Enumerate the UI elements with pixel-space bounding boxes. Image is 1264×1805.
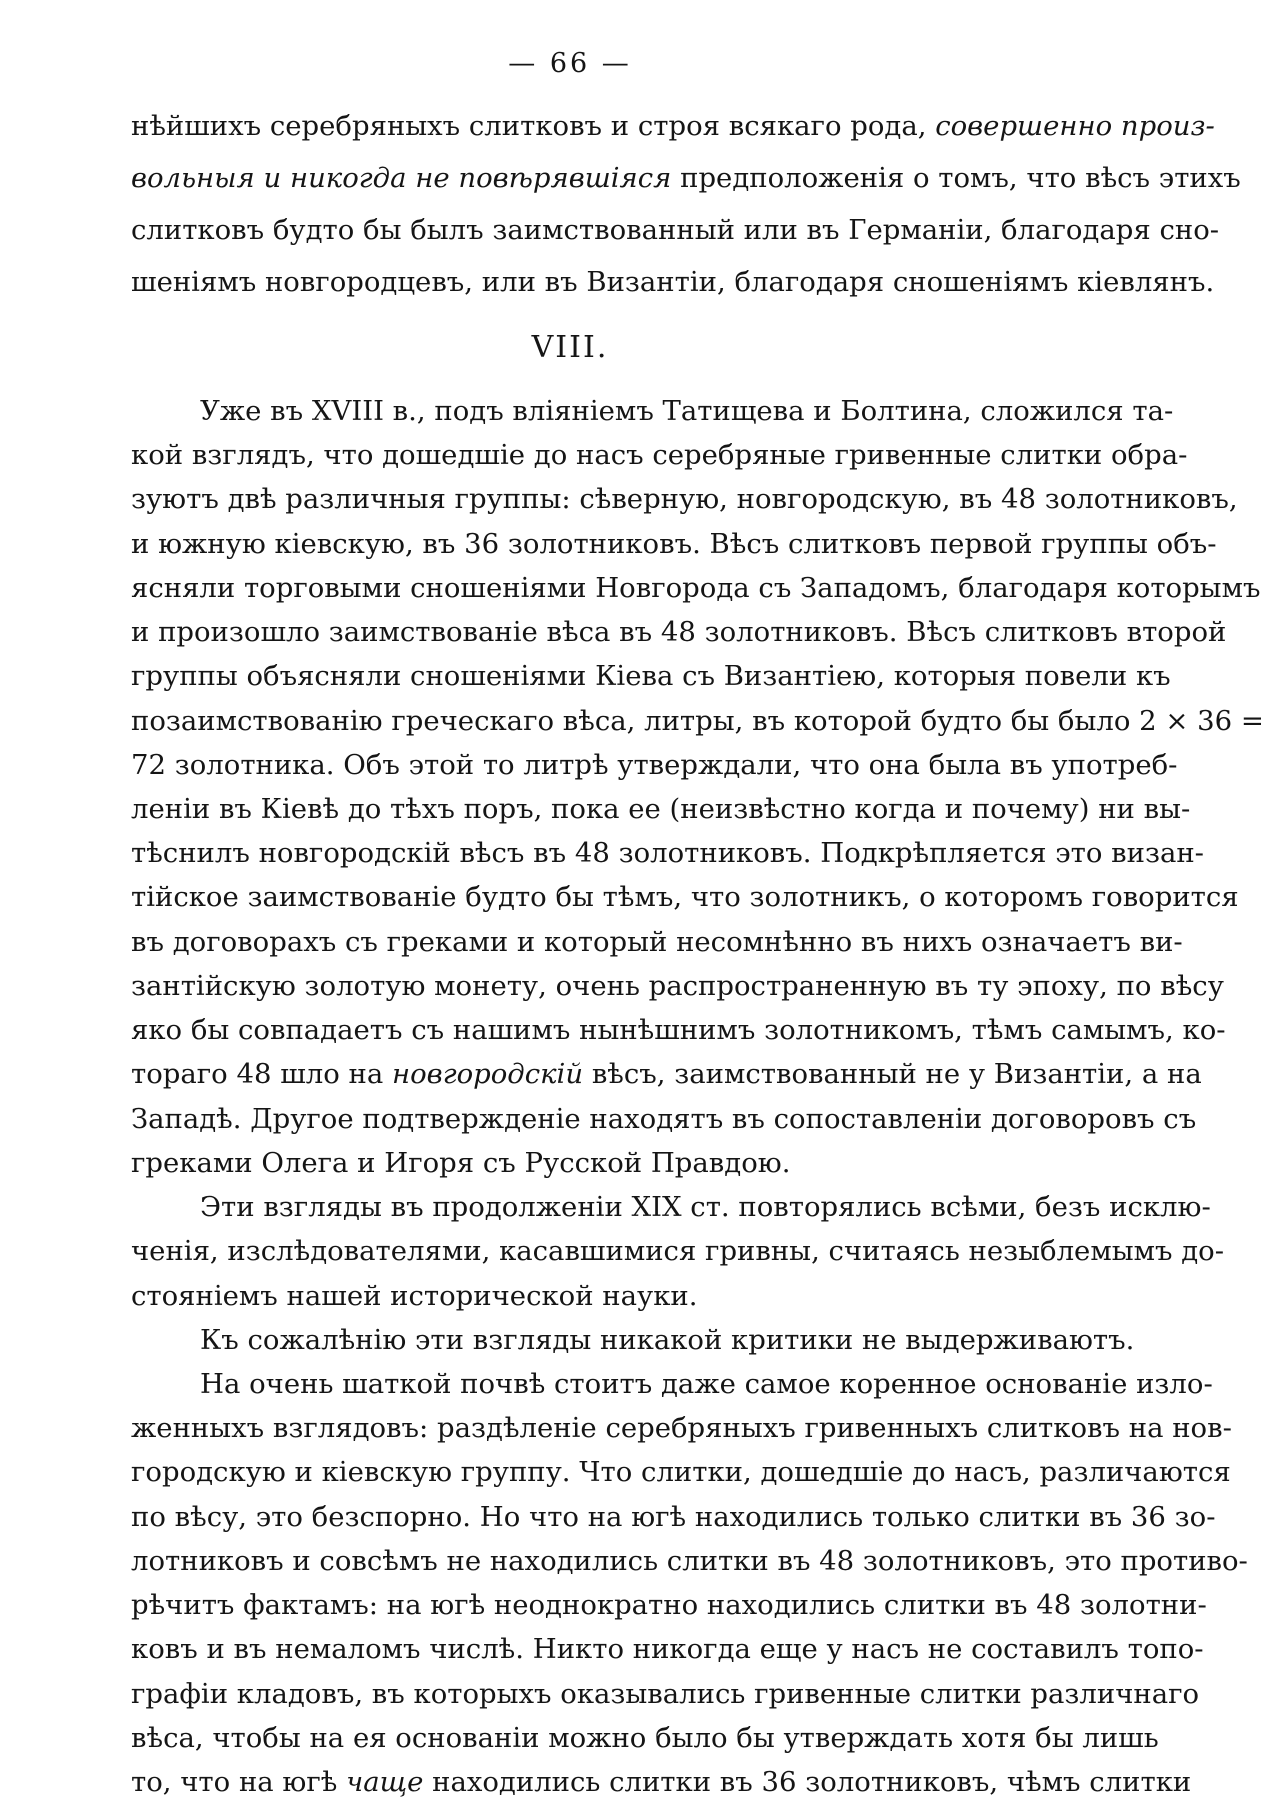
text-line: тійское заимствованіе будто бы тѣмъ, что золотникъ, о которомъ говорится [131,881,1239,913]
italic-phrase: чаще [346,1766,424,1798]
text-line: графіи кладовъ, въ которыхъ оказывались гривенные слитки различнаго [131,1678,1200,1710]
text-line: леніи въ Кіевѣ до тѣхъ поръ, пока ее (неизвѣстно когда и почему) ни вы- [131,793,1191,825]
italic-phrase: вольныя и никогда не повѣрявшіяся [131,162,672,194]
text-line: вѣса, чтобы на ея основаніи можно было бы утверждать хотя бы лишь [131,1722,1159,1754]
text-line: ченія, изслѣдователями, касавшимися гривны, считаясь незыблемымъ до- [131,1235,1225,1267]
text-line: рѣчитъ фактамъ: на югѣ неоднократно находились слитки въ 48 золотни- [131,1589,1207,1621]
page-number: — 66 — [508,48,632,79]
text-line: Западѣ. Другое подтвержденіе находятъ въ сопоставленіи договоровъ съ [131,1103,1197,1135]
text-line: Уже въ XVIII в., подъ вліяніемъ Татищева и Болтина, сложился та- [200,395,1174,427]
text-line: зуютъ двѣ различныя группы: сѣверную, новгородскую, въ 48 золотниковъ, [131,483,1238,515]
text-line: 72 золотника. Объ этой то литрѣ утверждали, что она была въ употреб- [131,749,1178,781]
text-line: въ договорахъ съ греками и который несомнѣнно въ нихъ означаетъ ви- [131,926,1183,958]
italic-phrase: совершенно произ- [935,110,1215,142]
text-line: тѣснилъ новгородскій вѣсъ въ 48 золотниковъ. Подкрѣпляется это визан- [131,837,1204,869]
text-line: вольныя и никогда не повѣрявшіяся предположенія о томъ, что вѣсъ этихъ [131,162,1241,194]
text-line: то, что на югѣ чаще находились слитки въ 36 золотниковъ, чѣмъ слитки [131,1766,1192,1798]
text-line: Къ сожалѣнію эти взгляды никакой критики не выдерживаютъ. [200,1324,1135,1356]
text-line: стояніемъ нашей исторической науки. [131,1280,698,1312]
text-line: по вѣсу, это безспорно. Но что на югѣ находились только слитки въ 36 зо- [131,1501,1216,1533]
text-line: На очень шаткой почвѣ стоитъ даже самое коренное основаніе изло- [200,1368,1213,1400]
text-line: греками Олега и Игоря съ Русской Правдою. [131,1147,791,1179]
text-line: яко бы совпадаетъ съ нашимъ нынѣшнимъ золотникомъ, тѣмъ самымъ, ко- [131,1014,1226,1046]
text-line: и южную кіевскую, въ 36 золотниковъ. Вѣсъ слитковъ первой группы объ- [131,528,1217,560]
text-line: Эти взгляды въ продолженіи XIX ст. повторялись всѣми, безъ исклю- [200,1191,1211,1223]
text-line: слитковъ будто бы былъ заимствованный или въ Германіи, благодаря сно- [131,214,1220,246]
italic-phrase: новгородскій [392,1058,584,1090]
text-line: зантійскую золотую монету, очень распространенную въ ту эпоху, по вѣсу [131,970,1224,1002]
text-line: ясняли торговыми сношеніями Новгорода съ Западомъ, благодаря которымъ [131,572,1261,604]
text-line: шеніямъ новгородцевъ, или въ Византіи, благодаря сношеніямъ кіевлянъ. [131,266,1215,298]
text-line: позаимствованію греческаго вѣса, литры, въ которой будто бы было 2 × 36 = [131,705,1264,737]
text-line: лотниковъ и совсѣмъ не находились слитки въ 48 золотниковъ, это противо- [131,1545,1248,1577]
text-line: группы объясняли сношеніями Кіева съ Византіею, которыя повели къ [131,660,1171,692]
text-line: городскую и кіевскую группу. Что слитки, дошедшіе до насъ, различаются [131,1456,1231,1488]
section-heading: VIII. [531,330,609,365]
text-line: ковъ и въ немаломъ числѣ. Никто никогда еще у насъ не составилъ топо- [131,1633,1204,1665]
text-line: кой взглядъ, что дошедшіе до насъ серебряные гривенные слитки обра- [131,439,1188,471]
text-line: женныхъ взглядовъ: раздѣленіе серебряныхъ гривенныхъ слитковъ на нов- [131,1412,1232,1444]
text-line: и произошло заимствованіе вѣса въ 48 золотниковъ. Вѣсъ слитковъ второй [131,616,1227,648]
text-line: нѣйшихъ серебряныхъ слитковъ и строя всякаго рода, совершенно произ- [131,110,1215,142]
text-line: тораго 48 шло на новгородскій вѣсъ, заимствованный не у Византіи, а на [131,1058,1202,1090]
